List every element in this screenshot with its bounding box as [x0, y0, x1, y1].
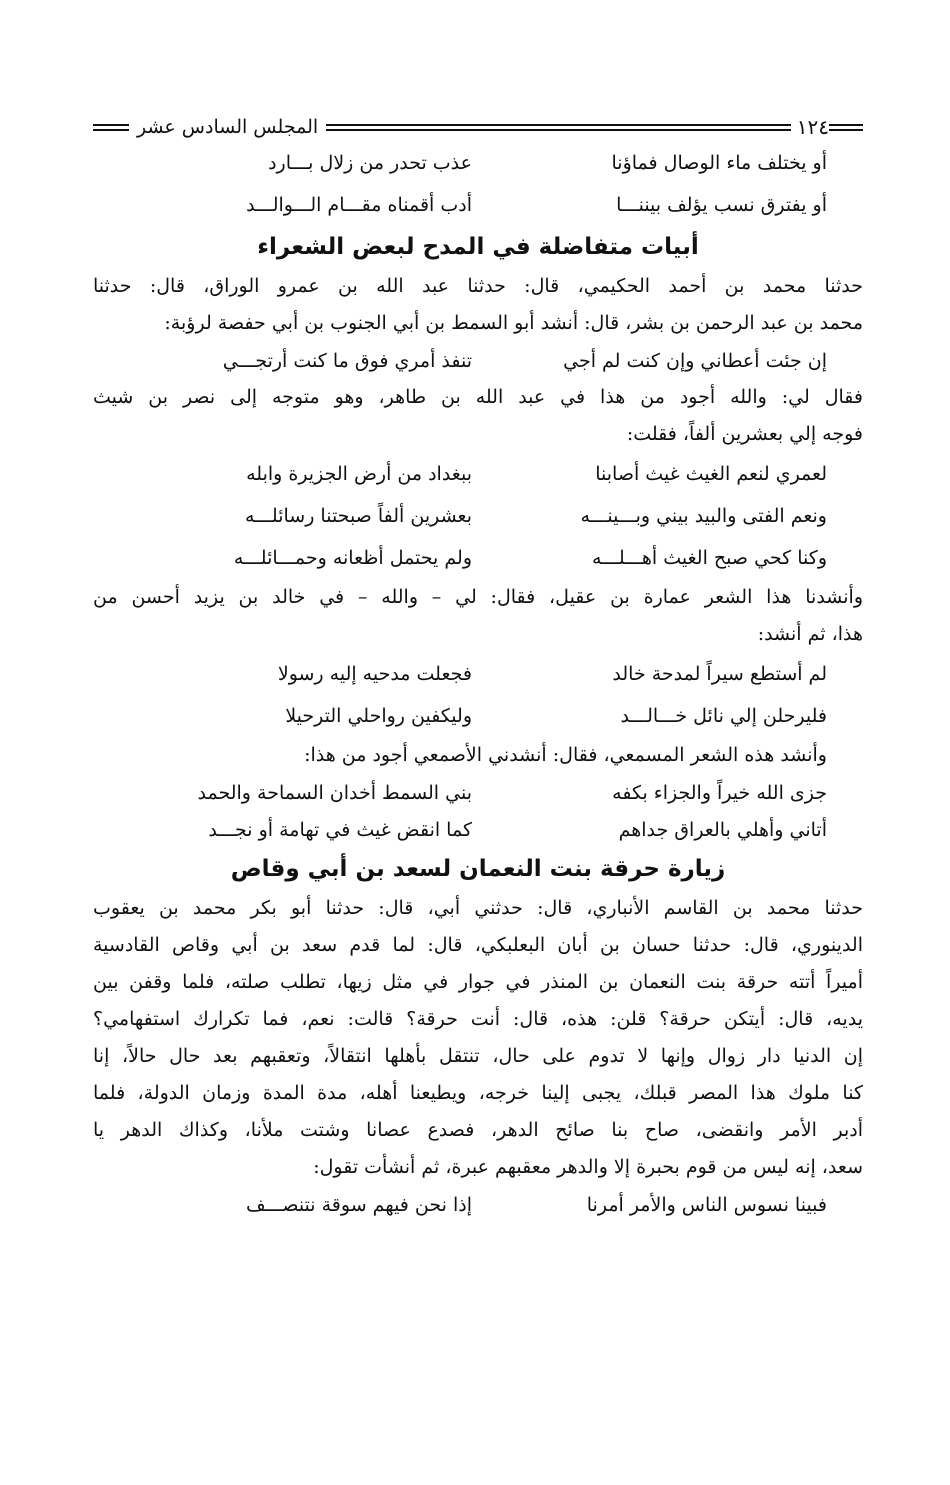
section-heading-2: زيارة حرقة بنت النعمان لسعد بن أبي وقاص	[230, 856, 726, 882]
book-page	[93, 112, 863, 1223]
paragraph-line: الدينوري، قال: حدثنا حسان بن أبان البعلبكي، قال: لما قدم سعد بن أبي وقاص القادسية	[93, 934, 863, 956]
verse-line	[93, 811, 863, 848]
verse-line	[93, 495, 863, 537]
verse-second-hemistich: بعشرين ألفاً صبحتنا رسائلـــه	[245, 505, 472, 527]
verse-second-hemistich: ولم يحتمل أظعانه وحمـــائلـــه	[233, 547, 472, 569]
verse-line	[93, 184, 863, 226]
verse-first-hemistich: جزى الله خيراً والجزاء بكفه	[612, 781, 827, 804]
verse-first-hemistich: أو يفترق نسب يؤلف بيننـــا	[616, 194, 827, 216]
paragraph-line: حدثنا محمد بن أحمد الحكيمي، قال: حدثنا عبد الله بن عمرو الوراق، قال: حدثنا	[93, 275, 863, 297]
paragraph-line: هذا، ثم أنشد:	[757, 623, 863, 645]
paragraph-line: فوجه إلي بعشرين ألفاً، فقلت:	[626, 423, 863, 445]
paragraph-2	[93, 379, 863, 453]
verse-second-hemistich: ببغداد من أرض الجزيرة وابله	[246, 463, 472, 485]
verse-second-hemistich: وليكفين رواحلي الترحيلا	[285, 705, 472, 727]
page-number: ١٢٤	[796, 115, 829, 139]
verse-first-hemistich: وكنا كحي صبح الغيث أهـــلـــه	[592, 547, 827, 569]
page-header	[93, 112, 863, 142]
paragraph-line: إن الدنيا دار زوال وإنها لا تدوم على حال، تنتقل بأهلها انتقالاً، وتعقبهم بعد حال حالاً، إنا	[93, 1045, 863, 1067]
paragraph-1	[93, 268, 863, 342]
verse-line	[93, 695, 863, 737]
verse-line	[93, 453, 863, 495]
section-title: المجلس السادس عشر	[137, 116, 319, 138]
verse-second-hemistich: بني السمط أخدان السماحة والحمد	[197, 781, 472, 804]
verse-second-hemistich: كما انقض غيث في تهامة أو نجـــد	[208, 818, 472, 841]
paragraph-line: يديه، قال: أيتكن حرقة؟ قلن: هذه، قال: أنت حرقة؟ قالت: نعم، فما تكرارك استفهامي؟	[93, 1008, 863, 1030]
verse-second-hemistich: أدب أقمناه مقـــام الـــوالـــد	[246, 194, 472, 216]
verse-block-3	[93, 653, 863, 737]
verse-second-hemistich: عذب تحدر من زلال بـــارد	[268, 152, 472, 174]
verse-first-hemistich: فبينا نسوس الناس والأمر أمرنا	[586, 1193, 827, 1216]
paragraph-line: أميراً أتته حرقة بنت النعمان بن المنذر في جوار في مثل زيها، تطلب صلته، فلما وقفن بين	[93, 971, 863, 993]
verse-first-hemistich: لم أستطع سيراً لمدحة خالد	[612, 663, 827, 685]
paragraph-line: وأنشد هذه الشعر المسمعي، فقال: أنشدني الأصمعي أجود من هذا:	[304, 744, 827, 766]
paragraph-line: وأنشدنا هذا الشعر عمارة بن عقيل، فقال: لي – والله – في خالد بن يزيد أحسن من	[93, 586, 863, 608]
verse-second-hemistich: فجعلت مدحيه إليه رسولا	[277, 663, 472, 685]
verse-line	[93, 342, 863, 379]
verse-first-hemistich: فليرحلن إلي نائل خـــالـــد	[620, 705, 827, 727]
paragraph-line: محمد بن عبد الرحمن بن بشر، قال: أنشد أبو السمط بن أبي الجنوب بن أبي حفصة لرؤبة:	[164, 312, 863, 334]
paragraph-line: فقال لي: والله أجود من هذا في عبد الله بن طاهر، وهو متوجه إلى نصر بن شيث	[93, 386, 863, 408]
paragraph-line: أدبر الأمر وانقضى، صاح بنا صائح الدهر، فصدع عصانا وشتت ملأنا، وكذاك الدهر يا	[93, 1119, 863, 1141]
paragraph-4	[93, 737, 863, 774]
paragraph-line: حدثنا محمد بن القاسم الأنباري، قال: حدثني أبي، قال: حدثنا أبو بكر محمد بن يعقوب	[93, 897, 863, 919]
verse-block-1	[93, 142, 863, 226]
verse-line	[93, 1186, 863, 1223]
header-rule-middle	[326, 124, 791, 131]
paragraph-5	[93, 890, 863, 1186]
paragraph-line: سعد، إنه ليس من قوم بحبرة إلا والدهر معقبهم عبرة، ثم أنشأت تقول:	[313, 1156, 863, 1178]
verse-first-hemistich: إن جئت أعطاني وإن كنت لم أجي	[563, 349, 827, 372]
verse-first-hemistich: لعمري لنعم الغيث غيث أصابنا	[595, 463, 827, 485]
header-rule-start	[829, 124, 863, 131]
verse-first-hemistich: أتاني وأهلي بالعراق جداهم	[618, 818, 827, 841]
verse-second-hemistich: إذا نحن فيهم سوقة نتنصـــف	[245, 1193, 472, 1216]
verse-line	[93, 774, 863, 811]
paragraph-3	[93, 579, 863, 653]
verse-block-2	[93, 453, 863, 579]
verse-first-hemistich: ونعم الفتى والبيد بيني وبـــينـــه	[580, 505, 827, 527]
section-heading-1: أبيات متفاضلة في المدح لبعض الشعراء	[257, 234, 699, 260]
verse-first-hemistich: أو يختلف ماء الوصال فماؤنا	[611, 152, 827, 174]
header-rule-end	[93, 124, 129, 131]
paragraph-line: كنا ملوك هذا المصر قبلك، يجبى إلينا خرجه، ويطيعنا أهله، مدة المدة وزمان الدولة، فلما	[93, 1082, 863, 1104]
verse-block-4	[93, 774, 863, 848]
verse-line	[93, 142, 863, 184]
verse-line	[93, 537, 863, 579]
verse-second-hemistich: تنفذ أمري فوق ما كنت أرتجـــي	[222, 349, 472, 372]
verse-line	[93, 653, 863, 695]
